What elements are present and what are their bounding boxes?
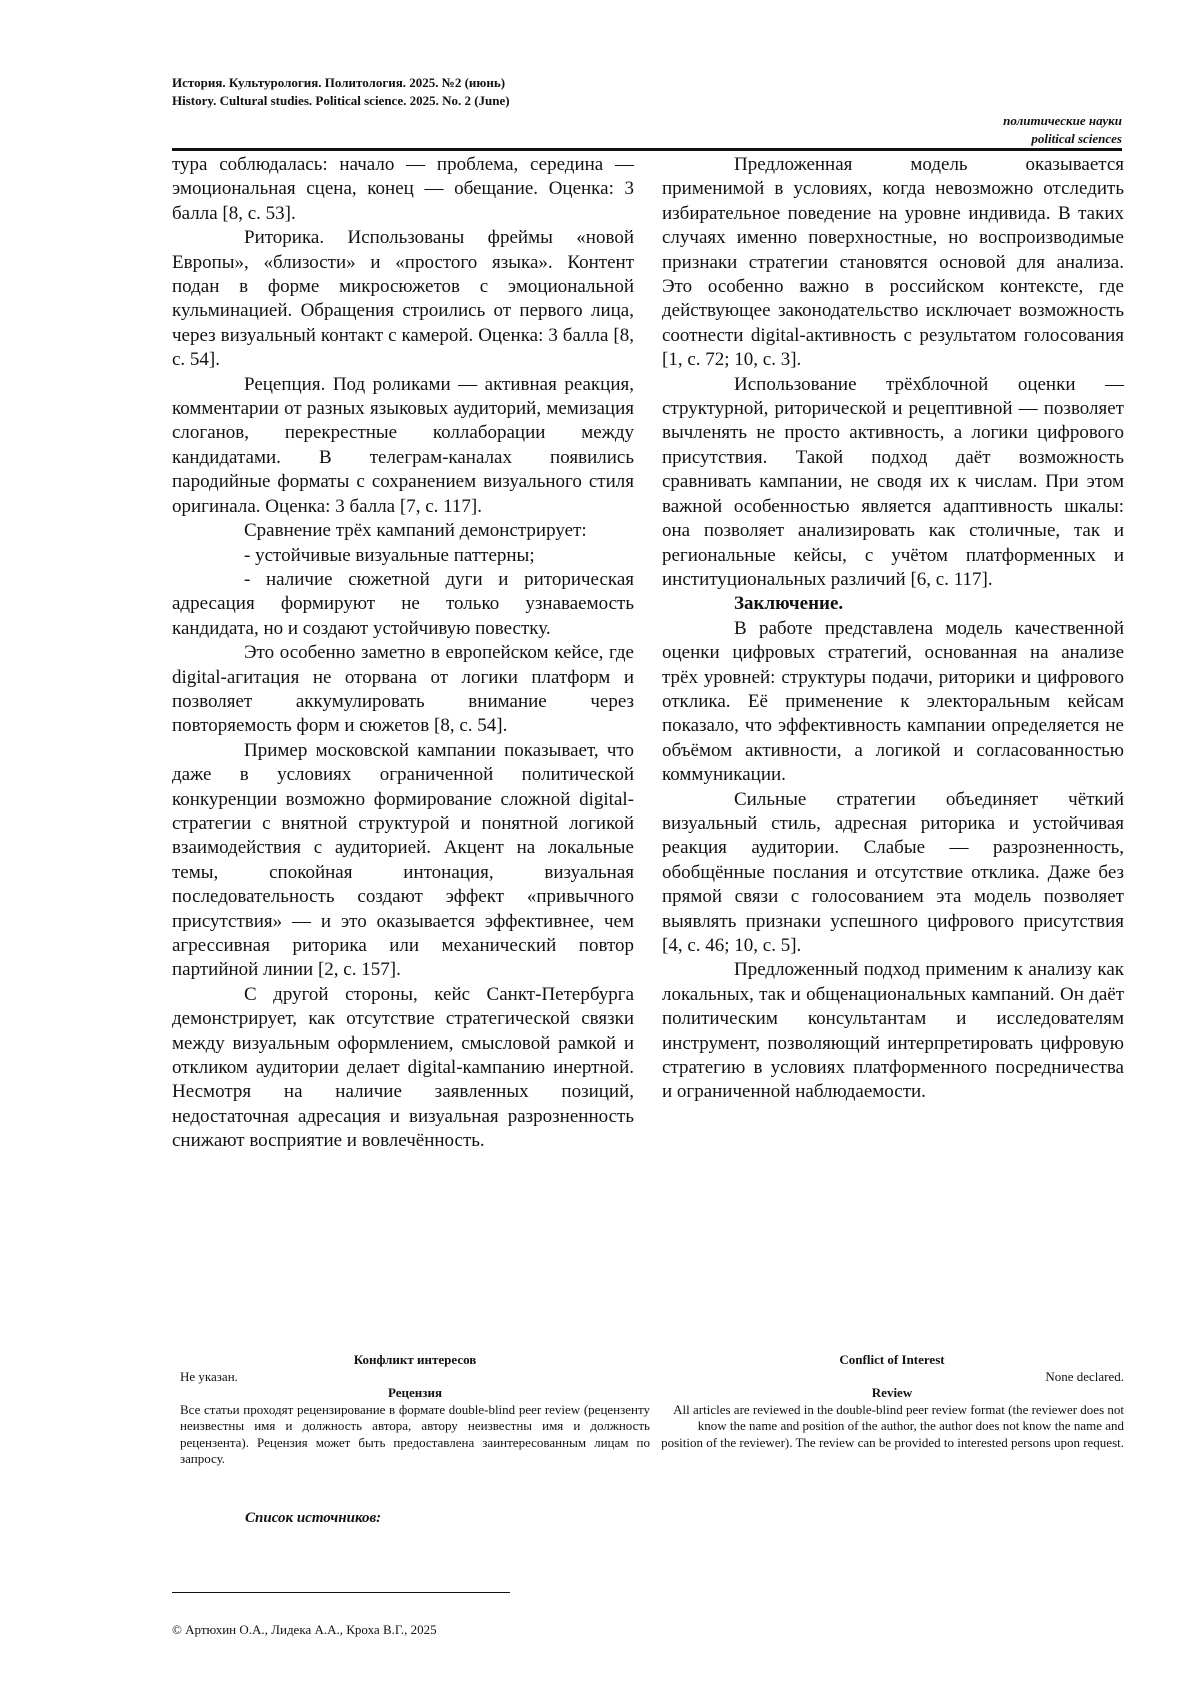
footer-ru xyxy=(180,1352,650,1468)
paragraph: Рецепция. Под роликами — активная реакция, комментарии от разных языковых аудиторий, мемизация слоганов, перекрестные коллаборации между кандидатами. В телеграм-каналах появились пародийные форматы с сохранением визуального стиля оригинала. Оценка: 3 балла [7, с. 117]. xyxy=(172,373,634,519)
paragraph: Риторика. Использованы фреймы «новой Европы», «близости» и «простого языка». Контент подан в форме микросюжетов с эмоциональной кульминацией. Обращения строились от первого лица, через визуальный контакт с камерой. Оценка: 3 балла [8, с. 54]. xyxy=(172,226,634,372)
footnote-rule xyxy=(172,1592,510,1593)
paragraph: тура соблюдалась: начало — проблема, середина — эмоциональная сцена, конец — обещание. Оценка: 3 балла [8, с. 53]. xyxy=(172,153,634,226)
section-ru: политические науки xyxy=(1003,112,1122,130)
journal-title-ru: История. Культурология. Политология. 2025. №2 (июнь) xyxy=(172,74,510,92)
paragraph: - устойчивые визуальные паттерны; xyxy=(172,544,634,568)
conclusion-heading: Заключение. xyxy=(662,592,1124,616)
copyright: © Артюхин О.А., Лидека А.А., Кроха В.Г., 2025 xyxy=(172,1622,437,1638)
paragraph: Предложенный подход применим к анализу как локальных, так и общенациональных кампаний. Он даёт политическим консультантам и исследователям инструмент, позволяющий интерпретировать цифровую стратегию в условиях платформенного посредничества и ограниченной наблюдаемости. xyxy=(662,958,1124,1104)
paragraph: Сравнение трёх кампаний демонстрирует: xyxy=(172,519,634,543)
section-en: political sciences xyxy=(1003,130,1122,148)
paragraph: Это особенно заметно в европейском кейсе, где digital-агитация не оторвана от логики платформ и позволяет аккумулировать внимание через повторяемость форм и сюжетов [8, с. 54]. xyxy=(172,641,634,739)
conflict-heading-en: Conflict of Interest xyxy=(660,1352,1124,1369)
paragraph: В работе представлена модель качественной оценки цифровых стратегий, основанная на анализе трёх уровней: структуры подачи, риторики и цифрового отклика. Её применение к электоральным кейсам показало, что эффективность кампании определяется не объёмом активности, а логикой и согласованностью коммуникации. xyxy=(662,617,1124,788)
journal-title-en: History. Cultural studies. Political science. 2025. No. 2 (June) xyxy=(172,92,510,110)
right-column xyxy=(662,153,1124,1105)
left-column xyxy=(172,153,634,1154)
paragraph: Пример московской кампании показывает, что даже в условиях ограниченной политической конкуренции возможно формирование сложной digital-стратегии с внятной структурой и понятной логикой взаимодействия с аудиторией. Акцент на локальные темы, спокойная интонация, визуальная последовательность создают эффект «привычного присутствия» — и это оказывается эффективнее, чем агрессивная риторика или механический повтор партийной линии [2, с. 157]. xyxy=(172,739,634,983)
footer-en xyxy=(660,1352,1124,1451)
header-rule xyxy=(172,148,1122,151)
section-label xyxy=(1003,112,1122,148)
conflict-text-en: None declared. xyxy=(660,1369,1124,1386)
review-heading-ru: Рецензия xyxy=(180,1385,650,1402)
paragraph: Использование трёхблочной оценки — структурной, риторической и рецептивной — позволяет вычленять не просто активность, а логики цифрового присутствия. Такой подход даёт возможность сравнивать кампании, не сводя их к числам. При этом важной особенностью является адаптивность шкалы: она позволяет анализировать как столичные, так и региональные кейсы, с учётом платформенных и институциональных различий [6, с. 117]. xyxy=(662,373,1124,593)
paragraph: С другой стороны, кейс Санкт-Петербурга демонстрирует, как отсутствие стратегической связки между визуальным оформлением, смысловой рамкой и откликом аудитории делает digital-кампанию инертной. Несмотря на наличие заявленных позиций, недостаточная адресация и визуальная разрозненность снижают восприятие и вовлечённость. xyxy=(172,983,634,1154)
review-text-ru: Все статьи проходят рецензирование в формате double-blind peer review (рецензенту неизвестны имя и должность автора, автору неизвестны имя и должность рецензента). Рецензия может быть предоставлена заинтересованным лицам по запросу. xyxy=(180,1402,650,1468)
document-page xyxy=(0,0,1200,1697)
paragraph: Сильные стратегии объединяет чёткий визуальный стиль, адресная риторика и устойчивая реакция аудитории. Слабые — разрозненность, обобщённые послания и отсутствие отклика. Даже без прямой связи с голосованием эта модель позволяет выявлять признаки успешного цифрового присутствия [4, с. 46; 10, с. 5]. xyxy=(662,788,1124,959)
review-heading-en: Review xyxy=(660,1385,1124,1402)
running-header xyxy=(172,74,510,110)
conflict-text-ru: Не указан. xyxy=(180,1369,650,1386)
review-text-en: All articles are reviewed in the double-blind peer review format (the reviewer does not know the name and position of the author, the author does not know the name and position of the reviewer). The review can be provided to interested persons upon request. xyxy=(660,1402,1124,1452)
paragraph: Предложенная модель оказывается применимой в условиях, когда невозможно отследить избирательное поведение на уровне индивида. В таких случаях именно поверхностные, но воспроизводимые признаки стратегии становятся основой для анализа. Это особенно важно в российском контексте, где действующее законодательство исключает возможность соотнести digital-активность с результатом голосования [1, с. 72; 10, с. 3]. xyxy=(662,153,1124,373)
paragraph: - наличие сюжетной дуги и риторическая адресация формируют не только узнаваемость кандидата, но и создают устойчивую повестку. xyxy=(172,568,634,641)
conflict-heading-ru: Конфликт интересов xyxy=(180,1352,650,1369)
references-heading: Список источников: xyxy=(245,1510,381,1527)
